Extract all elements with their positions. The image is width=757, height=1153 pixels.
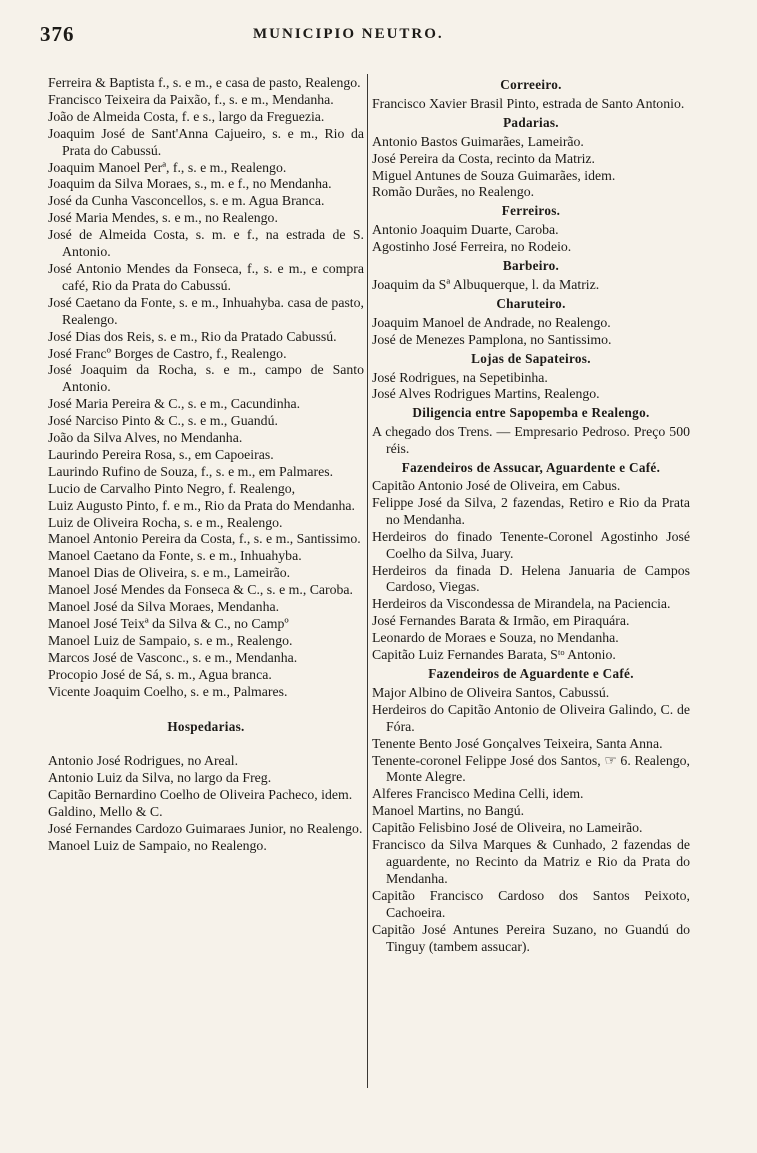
section-heading: Ferreiros. [501,203,561,219]
list-item: Major Albino de Oliveira Santos, Cabussú. [372,684,610,700]
list-item: José Fernandes Cardozo Guimaraes Junior, no Realengo. [48,821,363,837]
list-item: Manoel José Mendes da Fonseca & C., s. e m., Caroba. [48,582,354,598]
list-item: José Rodrigues, na Sepetibinha. [372,369,548,385]
list-item: José Narciso Pinto & C., s. e m., Guandú. [48,413,278,429]
list-item: Joaquim da Silva Moraes, s., m. e f., no Mendanha. [48,176,332,192]
list-item: Lucio de Carvalho Pinto Negro, f. Realengo, [48,480,296,496]
section-heading: Fazendeiros de Assucar, Aguardente e Café. [401,460,661,476]
list-item: Joaquim Manoel de Andrade, no Realengo. [372,314,611,330]
list-item: Miguel Antunes de Souza Guimarães, idem. [372,167,616,183]
list-item: Francisco da Silva Marques & Cunhado, 2 fazendas de aguardente, no Recinto da Matriz e Rio da Prata do Mendanha. [372,837,690,886]
list-item: Tenente-coronel Felippe José dos Santos, ☞ 6. Realengo, Monte Alegre. [372,752,690,785]
list-item: Manoel José Teixª da Silva & C., no Campº [48,616,289,631]
list-item: Leonardo de Moraes e Souza, no Mendanha. [372,630,619,646]
list-item: Alferes Francisco Medina Celli, idem. [372,786,584,802]
list-item: Manoel Luiz de Sampaio, s. e m., Realengo. [48,632,293,648]
section-heading: Charuteiro. [496,295,566,311]
list-item: José Maria Mendes, s. e m., no Realengo. [48,210,278,226]
list-item: Herdeiros da Viscondessa de Mirandela, na Paciencia. [372,596,671,612]
list-item: José Antonio Mendes da Fonseca, f., s. e m., e compra café, Rio da Prata do Cabussú. [48,260,364,293]
section-heading: Fazendeiros de Aguardente e Café. [428,666,634,681]
list-item: João de Almeida Costa, f. e s., largo da Freguezia. [48,108,325,124]
left-column [48,75,364,855]
page-number: 376 [40,22,75,46]
list-item: Manoel Antonio Pereira da Costa, f., s. e m., Santissimo. [48,531,361,547]
list-item: Francisco Teixeira da Paixão, f., s. e m., Mendanha. [48,91,334,107]
list-item: Capitão Antonio José de Oliveira, em Cabus. [372,478,621,494]
list-item: Vicente Joaquim Coelho, s. e m., Palmares. [48,683,288,699]
list-item: Galdino, Mello & C. [48,804,163,820]
list-item: José Joaquim da Rocha, s. e m., campo de Santo Antonio. [48,362,364,395]
list-item: Manoel Caetano da Fonte, s. e m., Inhuahyba. [48,548,302,564]
column-divider [367,74,368,1088]
list-item: Francisco Xavier Brasil Pinto, estrada de Santo Antonio. [372,95,685,111]
list-item: Tenente Bento José Gonçalves Teixeira, Santa Anna. [372,735,663,751]
list-item: Antonio José Rodrigues, no Areal. [48,753,239,769]
list-item: Agostinho José Ferreira, no Rodeio. [372,239,572,255]
list-item: José Francº Borges de Castro, f., Realengo. [48,345,287,361]
list-item: José Caetano da Fonte, s. e m., Inhuahyba. casa de pasto, Realengo. [48,294,364,327]
list-item: Laurindo Pereira Rosa, s., em Capoeiras. [48,446,274,462]
list-item: A chegado dos Trens. — Empresario Pedroso. Preço 500 réis. [372,424,690,457]
list-item: José de Almeida Costa, s. m. e f., na estrada de S. Antonio. [48,227,364,260]
list-item: Manoel José da Silva Moraes, Mendanha. [48,599,280,615]
section-heading: Padarias. [503,114,559,130]
section-heading: Hospedarias. [167,718,245,734]
list-item: Capitão José Antunes Pereira Suzano, no Guandú do Tinguy (tambem assucar). [372,921,690,954]
list-item: Luiz de Oliveira Rocha, s. e m., Realengo. [48,514,283,530]
list-item: Antonio Joaquim Duarte, Caroba. [372,222,559,238]
list-item: Marcos José de Vasconc., s. e m., Mendanha. [48,649,298,665]
list-item: Laurindo Rufino de Souza, f., s. e m., em Palmares. [48,463,334,479]
list-item: Capitão Francisco Cardoso dos Santos Peixoto, Cachoeira. [372,887,690,920]
list-item: Herdeiros da finada D. Helena Januaria de Campos Cardoso, Viegas. [372,562,690,595]
right-column [372,75,690,955]
list-item: Antonio Luiz da Silva, no largo da Freg. [48,770,272,786]
section-heading: Diligencia entre Sapopemba e Realengo. [412,405,650,421]
list-item: Capitão Bernardino Coelho de Oliveira Pacheco, idem. [48,787,353,803]
list-item: José Alves Rodrigues Martins, Realengo. [372,386,600,402]
list-item: José da Cunha Vasconcellos, s. e m. Agua Branca. [48,193,325,209]
list-item: Joaquim Manoel Perª, f., s. e m., Realengo. [48,159,287,175]
list-item: João da Silva Alves, no Mendanha. [48,430,243,446]
list-item: José Fernandes Barata & Irmão, em Piraquára. [372,613,630,629]
list-item: Herdeiros do finado Tenente-Coronel Agostinho José Coelho da Silva, Juary. [372,528,690,561]
list-item: Herdeiros do Capitão Antonio de Oliveira Galindo, C. de Fóra. [372,701,690,734]
list-item: José Pereira da Costa, recinto da Matriz. [372,150,595,166]
list-item: Antonio Bastos Guimarães, Lameirão. [372,133,584,149]
list-item: Procopio José de Sá, s. m., Agua branca. [48,666,272,682]
list-item: Manoel Martins, no Bangú. [372,803,525,819]
section-heading: Lojas de Sapateiros. [471,350,591,366]
section-heading: Correeiro. [500,77,562,92]
list-item: Ferreira & Baptista f., s. e m., e casa de pasto, Realengo. [48,75,361,90]
list-item: Romão Durães, no Realengo. [372,184,535,200]
list-item: Luiz Augusto Pinto, f. e m., Rio da Prata do Mendanha. [48,497,355,513]
list-item: Manoel Dias de Oliveira, s. e m., Lameirão. [48,565,291,581]
list-item: Capitão Felisbino José de Oliveira, no Lameirão. [372,820,643,836]
list-item: Joaquim da Sª Albuquerque, l. da Matriz. [372,276,600,292]
list-item: Felippe José da Silva, 2 fazendas, Retiro e Rio da Prata no Mendanha. [372,494,690,527]
list-item: José Maria Pereira & C., s. e m., Cacundinha. [48,396,301,412]
list-item: José de Menezes Pamplona, no Santissimo. [372,331,612,347]
list-item: Capitão Luiz Fernandes Barata, Sᵗᵒ Antonio. [372,647,616,663]
section-heading: Barbeiro. [502,258,560,274]
list-item: José Dias dos Reis, s. e m., Rio da Pratado Cabussú. [48,328,337,344]
list-item: Manoel Luiz de Sampaio, no Realengo. [48,837,267,853]
page-header [40,22,680,52]
running-head: MUNICIPIO NEUTRO. [253,26,444,42]
list-item: Joaquim José de Sant'Anna Cajueiro, s. e m., Rio da Prata do Cabussú. [48,125,364,158]
